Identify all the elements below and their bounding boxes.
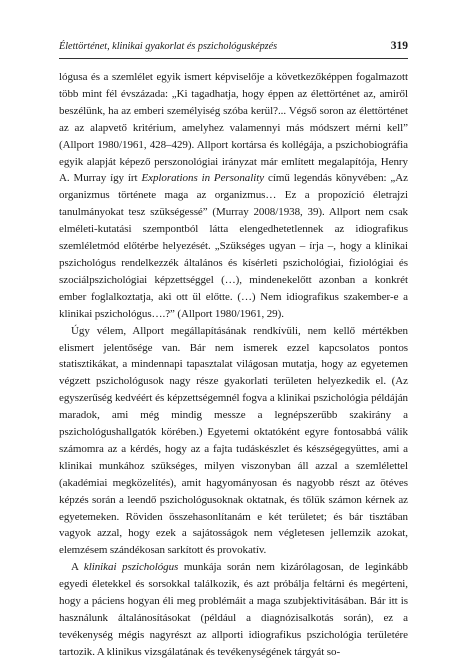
term-klinikai-pszichologus: klinikai pszichológus bbox=[83, 561, 179, 574]
body-text bbox=[59, 69, 408, 661]
paragraph-1-text-2: című legendás könyvében: „Az organizmus története maga az organizmus… Ez a propozíció életrajzi tanulmányokat tesz szükségessé” (Murray 2008/1938, 39). Allport nem csak elméleti-kutatási szempontból látta elengedhetetlennek az idiografikus szemléletmód előtérbe helyezését. „Szükséges ugyan – írja –, hogy a klinikai pszichológus rendelkezzék általános és kísérleti pszichológiai, fiziológiai és szociálpszichológiai képzettséggel (…), mindenekelőtt azonban a konkrét ember foglalkoztatja, aki ott ül előtte. (…) Nem idiografikus szakember-e a klinikai pszichológus….?” (Allport 1980/1961, 29). bbox=[59, 172, 408, 320]
paragraph-3-text-1: A bbox=[71, 561, 84, 574]
paragraph-1-text-1: lógusa és a szemlélet egyik ismert képviselője a következőképpen fogalmazott több mint fél évszázada: „Ki tagadhatja, hogy éppen az élettörténet az, amiről beszélünk, ha az emberi személyiség szóba kerül?... Végső soron az élettörténet az az alapvető kritérium, amelyhez valamennyi más módszert mérni kell” (Allport 1980/1961, 428–429). Allport kortársa és kollégája, a pszichobiográfia egyik alapját képező perszonológiai irányzat már említett megalapítója, Henry A. Murray így írt bbox=[59, 71, 408, 185]
running-header bbox=[59, 40, 408, 54]
paragraph-1 bbox=[59, 69, 408, 323]
paragraph-2-text: Úgy vélem, Allport megállapításának rendkívüli, nem kellő mértékben elismert jelentősége van. Bár nem ismerek ezzel kapcsolatos pontos statisztikákat, a mindennapi tapasztalat világosan mutatja, hogy az egyetemen végzett pszichológusok nagy része gyakorlati területen helyezkedik el. (Az egyszerűség kedvéért és képzettségemnél fogva a klinikai pszichológia példáján maradok, ami még mindig messze a legnépszerűbb szakirány a pszichológushallgatók körében.) Egyetemi oktatóként egyre fontosabbá válik számomra az a kérdés, hogy az a fajta tudáskészlet és készségegyüttes, ami a klinikai munkához szükséges, milyen viszonyban áll azzal a szemlélettel (akadémiai megközelítés), amit hagyományosan és nagyobb részt az ötéves képzés során a leendő pszichológusoknak oktatnak, és tőlük számon kérnek az egyetemeken. Röviden összehasonlítanám e két területet; és bár tisztában vagyok azzal, hogy ezek a sajátosságok nem végletesen jellemzik azokat, elemzésem szándékosan sarkított és provokatív. bbox=[59, 324, 408, 557]
header-divider bbox=[59, 58, 408, 59]
running-header-title: Élettörténet, klinikai gyakorlat és pszichológusképzés bbox=[59, 41, 278, 52]
paragraph-3-text-2: munkája során nem kizárólagosan, de leginkább egyedi életekkel és sorsokkal találkozik, és azt próbálja feltárni és megérteni, hogy a páciens hogyan éli meg problémáit a maga szubjektivitásában. Bár itt is használunk általánosításokat (például a diagnózisalkotás során), ez a tevékenység mégis nagyrészt az allporti idiografikus pszichológia területére tartozik. A klinikus vizsgálatának és tevékenységének tárgyát so- bbox=[59, 561, 408, 658]
paragraph-2 bbox=[59, 323, 408, 560]
page-number: 319 bbox=[390, 40, 408, 52]
paragraph-3 bbox=[59, 559, 408, 660]
book-title-explorations: Explorations in Personality bbox=[141, 172, 265, 185]
